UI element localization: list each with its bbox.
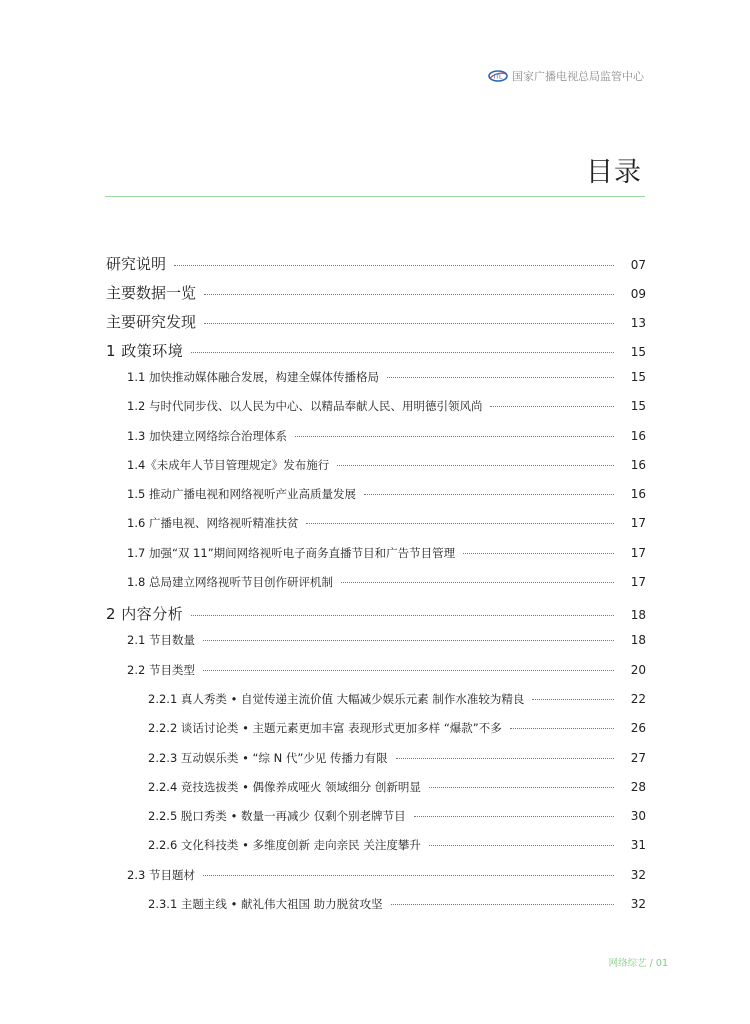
toc-entry-page: 15 (630, 399, 646, 414)
toc-leader-dots (203, 875, 614, 876)
toc-entry-page: 28 (630, 779, 646, 794)
toc-leader-dots (295, 436, 614, 437)
toc-leader-dots (204, 294, 614, 295)
toc-entry-title: 2.1 节目数量 (127, 633, 195, 648)
toc-leader-dots (364, 494, 614, 495)
toc-entry-page: 15 (630, 370, 646, 384)
toc-entry-title: 2.2.2 谈话讨论类 • 主题元素更加丰富 表现形式更加多样 “爆款”不多 (148, 721, 502, 736)
toc-entry-title: 2.2.6 文化科技类 • 多维度创新 走向亲民 关注度攀升 (148, 838, 421, 853)
toc-entry-title: 研究说明 (106, 255, 167, 273)
toc-entry[interactable] (106, 896, 646, 925)
toc-entry-page: 13 (630, 316, 646, 330)
toc-entry-page: 07 (630, 258, 646, 272)
toc-leader-dots (391, 904, 614, 905)
toc-leader-dots (490, 406, 614, 407)
toc-leader-dots (191, 352, 614, 353)
toc-entry-page: 22 (630, 691, 646, 706)
page-title: 目录 (586, 157, 642, 188)
toc-entry[interactable] (106, 632, 646, 661)
toc-entry[interactable] (106, 808, 646, 837)
toc-entry-page: 16 (630, 457, 646, 472)
toc-entry[interactable] (106, 720, 646, 749)
toc-leader-dots (191, 615, 614, 616)
toc-leader-dots (414, 816, 614, 817)
toc-entry-title: 2.2.1 真人秀类 • 自觉传递主流价值 大幅减少娱乐元素 制作水准较为精良 (148, 691, 525, 706)
toc-entry-title: 1.1 加快推动媒体融合发展，构建全媒体传播格局 (127, 370, 379, 384)
toc-entry-title: 1 政策环境 (106, 342, 184, 360)
toc-entry-title: 2.3 节目题材 (127, 867, 195, 882)
toc-entry-title: 2.2.4 竞技选拔类 • 偶像养成哑火 领域细分 创新明显 (148, 779, 421, 794)
toc-entry[interactable] (106, 253, 646, 282)
toc-entry-page: 26 (630, 721, 646, 736)
toc-entry-page: 09 (630, 287, 646, 301)
toc-entry-page: 17 (630, 545, 646, 560)
toc-entry-page: 30 (630, 809, 646, 824)
toc-leader-dots (306, 523, 614, 524)
toc-entry[interactable] (106, 603, 646, 632)
toc-entry-page: 16 (630, 487, 646, 502)
toc-leader-dots (429, 845, 614, 846)
toc-leader-dots (204, 323, 614, 324)
toc-entry-page: 31 (630, 838, 646, 853)
toc-entry-title: 2.2.5 脱口秀类 • 数量一再减少 仅剩个别老牌节目 (148, 809, 406, 824)
toc-entry[interactable] (106, 837, 646, 866)
toc-leader-dots (387, 377, 614, 378)
toc-entry-title: 1.6 广播电视、网络视听精准扶贫 (127, 516, 299, 531)
toc-leader-dots (532, 699, 614, 700)
toc-entry-title: 主要数据一览 (106, 284, 197, 302)
toc-leader-dots (396, 758, 615, 759)
toc-leader-dots (203, 670, 614, 671)
toc-entry-title: 1.5 推动广播电视和网络视听产业高质量发展 (127, 487, 356, 502)
toc-entry-page: 17 (630, 575, 646, 590)
toc-entry-title: 1.7 加强“双 11”期间网络视听电子商务直播节目和广告节目管理 (127, 545, 456, 560)
toc-entry[interactable] (106, 282, 646, 311)
toc-entry[interactable] (106, 428, 646, 457)
toc-entry-title: 2.2 节目类型 (127, 662, 195, 677)
table-of-contents (106, 253, 646, 925)
toc-entry[interactable] (106, 457, 646, 486)
toc-leader-dots (174, 265, 614, 266)
toc-entry[interactable] (106, 750, 646, 779)
page-footer: 网络综艺 / 01 (608, 958, 668, 969)
logo-icon (488, 70, 508, 82)
toc-entry[interactable] (106, 340, 646, 369)
svg-text:ITL: ITL (493, 73, 503, 81)
toc-leader-dots (337, 465, 614, 466)
toc-entry-page: 16 (630, 428, 646, 443)
toc-entry[interactable] (106, 311, 646, 340)
toc-entry-page: 17 (630, 516, 646, 531)
toc-entry-page: 18 (630, 608, 646, 623)
toc-entry-title: 1.8 总局建立网络视听节目创作研评机制 (127, 575, 333, 590)
title-divider (105, 196, 645, 197)
toc-entry[interactable] (106, 545, 646, 574)
toc-entry-page: 27 (630, 750, 646, 765)
toc-entry[interactable] (106, 574, 646, 603)
organization-name: 国家广播电视总局监管中心 (512, 70, 644, 83)
toc-entry[interactable] (106, 486, 646, 515)
toc-entry-page: 32 (630, 867, 646, 882)
toc-entry-page: 32 (630, 897, 646, 912)
toc-entry-title: 2 内容分析 (106, 605, 184, 624)
toc-leader-dots (510, 728, 614, 729)
toc-entry[interactable] (106, 691, 646, 720)
header-organization (488, 68, 644, 84)
toc-entry[interactable] (106, 515, 646, 544)
toc-entry-page: 15 (630, 345, 646, 359)
toc-entry-title: 2.2.3 互动娱乐类 • “综 N 代”少见 传播力有限 (148, 750, 388, 765)
toc-entry[interactable] (106, 662, 646, 691)
toc-entry-page: 18 (630, 633, 646, 648)
toc-leader-dots (463, 553, 614, 554)
toc-entry-title: 主要研究发现 (106, 313, 197, 331)
toc-entry-title: 1.4《未成年人节目管理规定》发布施行 (127, 457, 330, 472)
toc-leader-dots (429, 787, 614, 788)
toc-leader-dots (341, 582, 614, 583)
toc-entry-title: 1.2 与时代同步伐、以人民为中心、以精品奉献人民、用明德引领风尚 (127, 399, 483, 414)
toc-entry-title: 1.3 加快建立网络综合治理体系 (127, 428, 287, 443)
toc-entry-page: 20 (630, 662, 646, 677)
toc-entry[interactable] (106, 369, 646, 398)
toc-entry[interactable] (106, 779, 646, 808)
toc-entry[interactable] (106, 398, 646, 427)
toc-leader-dots (203, 640, 614, 641)
toc-entry-title: 2.3.1 主题主线 • 献礼伟大祖国 助力脱贫攻坚 (148, 897, 383, 912)
toc-entry[interactable] (106, 867, 646, 896)
